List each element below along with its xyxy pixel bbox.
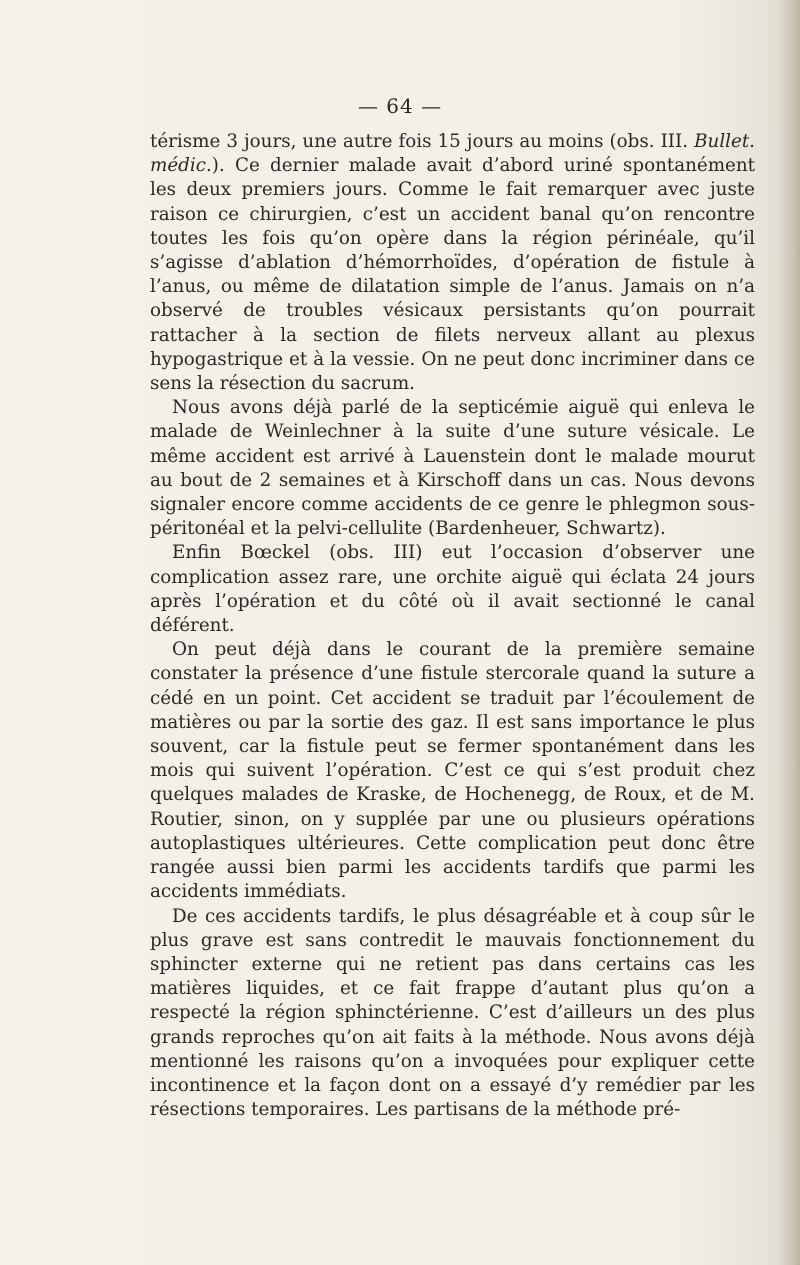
paragraph-1-text-b: ). Ce dernier malade avait d’abord uriné spontanément les deux premiers jours. Comme le fait remarquer avec juste raison ce chirurgien, c’est un accident banal qu’on rencontre toutes les fois qu’on opère dans la région périnéale, qu’il s’agisse d’ablation d’hémorrhoïdes, d’opération de fistule à l’anus, ou même de dilatation simple de l’anus. Jamais on n’a observé de troubles vésicaux persistants qu’on pourrait rattacher à la section de filets nerveux allant au plexus hypogastrique et à la vessie. On ne peut donc incriminer dans ce sens la résection du sacrum. bbox=[150, 155, 755, 395]
page-edge-shadow bbox=[778, 0, 800, 1265]
paragraph-4: On peut déjà dans le courant de la première semaine constater la présence d’une fistule stercorale quand la suture a cédé en un point. Cet accident se traduit par l’écoulement de matières ou par la sortie des gaz. Il est sans importance le plus souvent, car la fistule peut se fermer spontanément dans les mois qui suivent l’opération. C’est ce qui s’est produit chez quelques malades de Kraske, de Hochenegg, de Roux, et de M. Routier, sinon, on y supplée par une ou plusieurs opérations autoplastiques ultérieures. Cette complication peut donc être rangée aussi bien parmi les accidents tardifs que parmi les accidents immédiats. bbox=[150, 639, 755, 903]
body-text bbox=[150, 130, 755, 1122]
paragraph-1-text-a: térisme 3 jours, une autre fois 15 jours au moins (obs. III. bbox=[150, 131, 695, 152]
paragraph-5: De ces accidents tardifs, le plus désagréable et à coup sûr le plus grave est sans contredit le mauvais fonctionnement du sphincter externe qui ne retient pas dans certains cas les matières liquides, et ce fait frappe d’autant plus qu’on a respecté la région sphinctérienne. C’est d’ailleurs un des plus grands reproches qu’on ait faits à la méthode. Nous avons déjà mentionné les raisons qu’on a invoquées pour expliquer cette incontinence et la façon dont on a essayé d’y remédier par les résections temporaires. Les partisans de la méthode pré- bbox=[150, 905, 755, 1121]
paragraph-3: Enfin Bœckel (obs. III) eut l’occasion d’observer une complication assez rare, une orchite aiguë qui éclata 24 jours après l’opération et du côté où il avait sectionné le canal déférent. bbox=[150, 542, 755, 637]
citation-italic: Bullet. médic. bbox=[150, 131, 755, 177]
page-number: — 64 — bbox=[357, 94, 443, 118]
paragraph-1 bbox=[150, 130, 755, 396]
paragraph-2: Nous avons déjà parlé de la septicémie aiguë qui enleva le malade de Weinlechner à la suite d’une suture vésicale. Le même accident est arrivé à Lauenstein dont le malade mourut au bout de 2 semaines et à Kirschoff dans un cas. Nous devons signaler encore comme accidents de ce genre le phlegmon sous-péritonéal et la pelvi-cellulite (Bardenheuer, Schwartz). bbox=[150, 397, 755, 540]
